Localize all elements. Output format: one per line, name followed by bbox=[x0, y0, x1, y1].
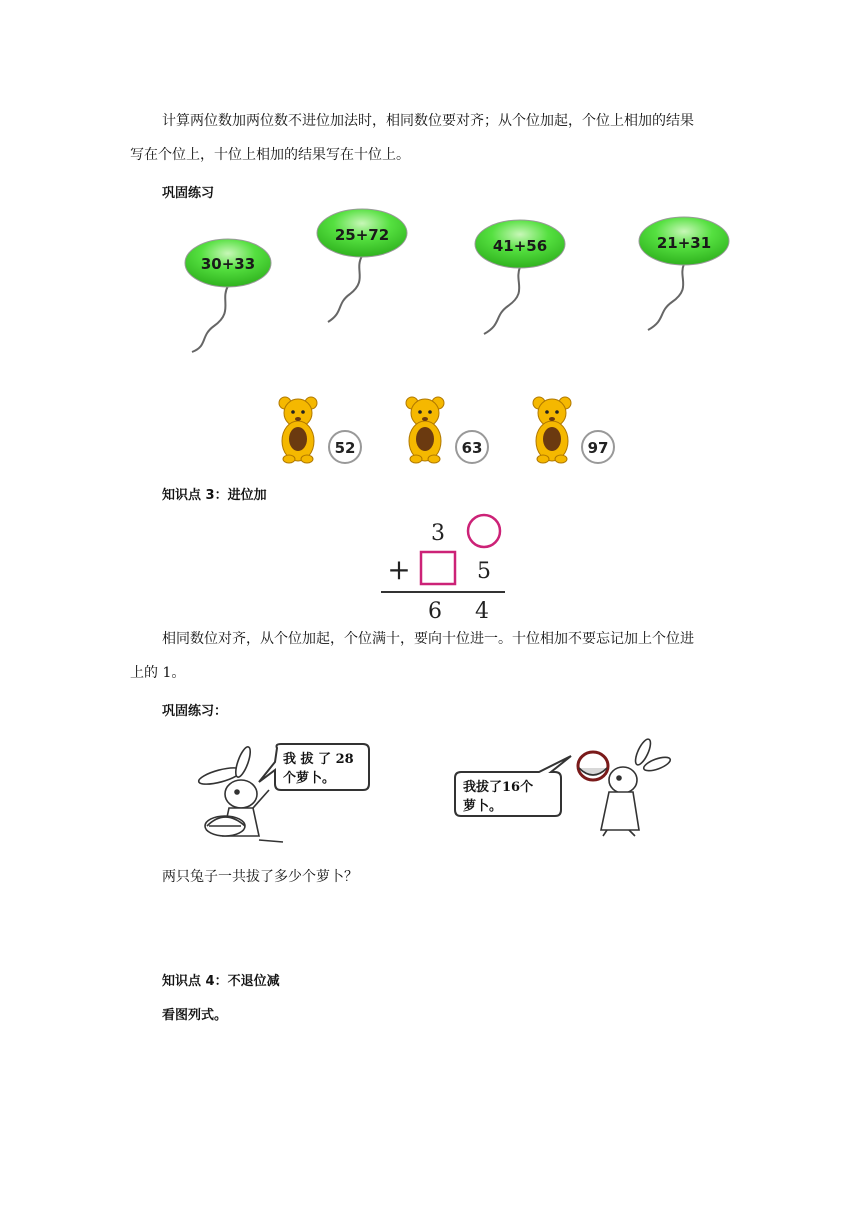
practice2-heading: 巩固练习： bbox=[162, 704, 228, 719]
rabbit-1-bubble bbox=[259, 744, 369, 790]
bear-3-number: 97 bbox=[587, 439, 609, 457]
balloon-3-label: 41+56 bbox=[492, 237, 548, 255]
vertical-addition bbox=[375, 510, 515, 625]
blank-circle bbox=[468, 515, 500, 547]
balloon-3 bbox=[475, 220, 565, 334]
intro-line-1: 计算两位数加两位数不进位加法时，相同数位要对齐；从个位加起，个位上相加的结果 bbox=[162, 113, 694, 129]
balloon-1-label: 30+33 bbox=[200, 255, 256, 273]
bear-1-number: 52 bbox=[334, 439, 356, 457]
kp3-line-1: 相同数位对齐，从个位加起，个位满十，要向十位进一。十位相加不要忘记加上个位进 bbox=[162, 631, 694, 647]
practice1-heading: 巩固练习 bbox=[162, 186, 215, 201]
rabbit-2-line-1: 我拔了16个 bbox=[463, 780, 534, 795]
addend-top-tens: 3 bbox=[431, 521, 445, 546]
rabbit-1-line-2: 个萝卜。 bbox=[283, 771, 336, 786]
bear-1 bbox=[279, 397, 361, 463]
rabbits-illustration bbox=[195, 738, 675, 850]
result-ones: 4 bbox=[475, 599, 489, 624]
rabbit-1 bbox=[197, 745, 283, 842]
balloon-4-label: 21+31 bbox=[656, 234, 712, 252]
balloon-2-label: 25+72 bbox=[334, 226, 390, 244]
rabbit-2-line-2: 萝卜。 bbox=[463, 799, 503, 814]
kp4-sub: 看图列式。 bbox=[162, 1008, 228, 1023]
rabbit-2-bubble bbox=[455, 756, 571, 816]
rabbit-1-line-1: 我 拔 了 28 bbox=[283, 752, 354, 767]
rabbit-2 bbox=[578, 738, 672, 836]
bear-3 bbox=[533, 397, 614, 463]
kp3-heading: 知识点 3：进位加 bbox=[162, 488, 267, 503]
kp4-heading: 知识点 4：不退位减 bbox=[162, 974, 280, 989]
plus-sign: + bbox=[387, 553, 411, 586]
blank-box bbox=[421, 552, 455, 584]
balloon-1 bbox=[185, 239, 271, 352]
bear-2 bbox=[406, 397, 488, 463]
intro-line-2: 写在个位上，十位上相加的结果写在十位上。 bbox=[130, 147, 410, 163]
balloon-4 bbox=[639, 217, 729, 330]
kp3-line-2: 上的 1。 bbox=[130, 665, 186, 681]
balloon-2 bbox=[317, 209, 407, 322]
result-tens: 6 bbox=[428, 599, 442, 624]
question: 两只兔子一共拔了多少个萝卜？ bbox=[162, 869, 358, 885]
bear-2-number: 63 bbox=[461, 439, 483, 457]
bears-illustration bbox=[270, 395, 630, 470]
addend-bottom-ones: 5 bbox=[477, 559, 491, 584]
balloons-illustration bbox=[150, 200, 750, 370]
